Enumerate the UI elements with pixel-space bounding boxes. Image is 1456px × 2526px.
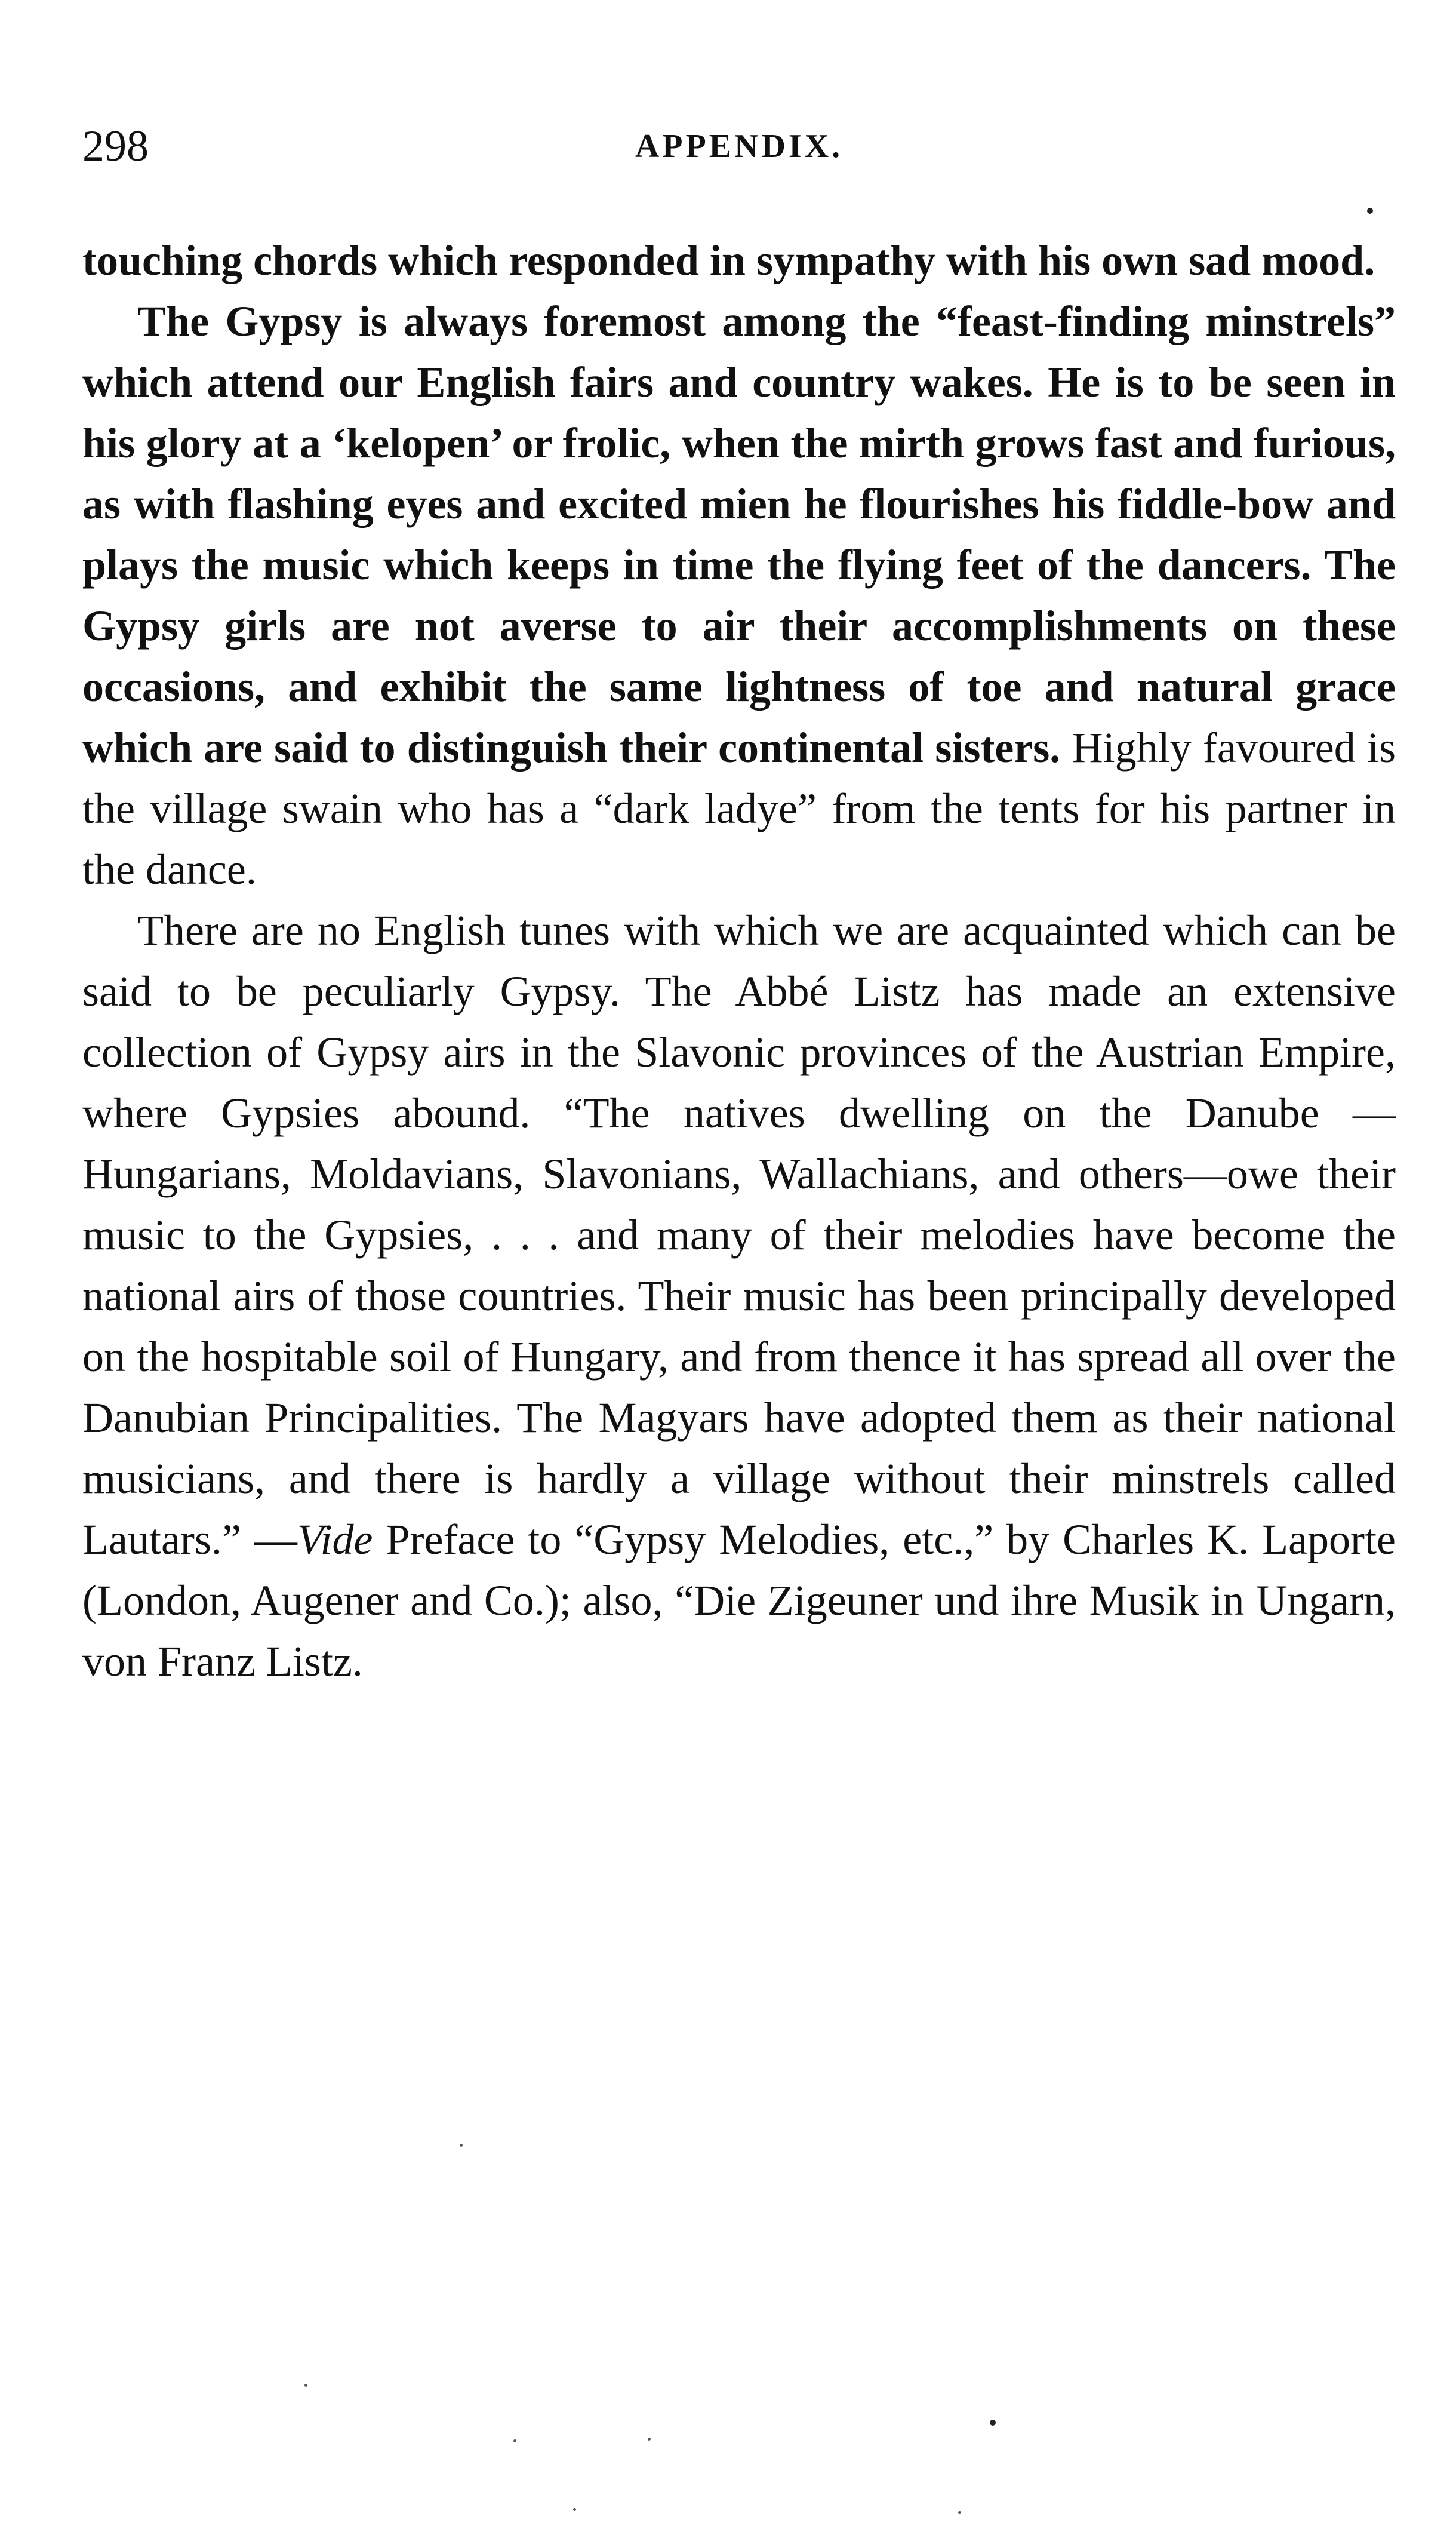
print-speck bbox=[573, 2508, 576, 2511]
paragraph-gypsy-tunes-main: There are no English tunes with which we are acquainted which can be said to be peculiarly Gypsy. The Abbé Listz has made an extensive collection of Gypsy airs in the Slavonic provinces of the Austrian Empire, where Gypsies abound. “The natives dwelling on the Danube —Hungarians, Moldavians, Slavonians, Wallachians, and others—owe their music to the Gypsies, . . . and many of their melodies have become the national airs of those countries. Their music has been principally developed on the hospitable soil of Hungary, and from thence it has spread all over the Danubian Principalities. The Magyars have adopted them as their national musicians, and there is hardly a village without their minstrels called Lautars.” — bbox=[82, 906, 1396, 1563]
print-speck bbox=[460, 2144, 463, 2147]
print-speck bbox=[513, 2439, 516, 2442]
paragraph-gypsy-tunes bbox=[82, 900, 1396, 1692]
print-speck bbox=[958, 2511, 961, 2514]
paragraph-gypsy-tunes-citation: Preface to “Gypsy Melodies, etc.,” by Charles K. Laporte (London, Augener and Co.); also, “Die Zigeuner und ihre Musik in Ungarn, von Franz Listz. bbox=[82, 1516, 1396, 1685]
print-speck bbox=[304, 2384, 307, 2387]
paragraph-continuation: touching chords which responded in sympathy with his own sad mood. bbox=[82, 236, 1375, 284]
paragraph-gypsy-minstrels-regular: Highly favoured is the village swain who has a “dark ladye” from the tents for his partner in the dance. bbox=[82, 724, 1396, 893]
page-number: 298 bbox=[82, 122, 149, 171]
print-speck bbox=[648, 2438, 651, 2441]
paragraph-gypsy-minstrels bbox=[82, 291, 1396, 900]
running-title: APPENDIX. bbox=[635, 128, 844, 165]
print-speck bbox=[1367, 208, 1373, 214]
vide-italic: Vide bbox=[297, 1516, 373, 1563]
running-head bbox=[82, 119, 1396, 173]
body-text bbox=[82, 230, 1396, 1692]
paragraph-gypsy-minstrels-bold: The Gypsy is always foremost among the “feast-finding minstrels” which attend our English fairs and country wakes. He is to be seen in his glory at a ‘kelopen’ or frolic, when the mirth grows fast and furious, as with flashing eyes and excited mien he flourishes his fiddle-bow and plays the music which keeps in time the flying feet of the dancers. The Gypsy girls are not averse to air their accomplishments on these occasions, and exhibit the same lightness of toe and natural grace which are said to distinguish their continental sisters. bbox=[82, 297, 1396, 772]
print-speck bbox=[990, 2420, 996, 2426]
